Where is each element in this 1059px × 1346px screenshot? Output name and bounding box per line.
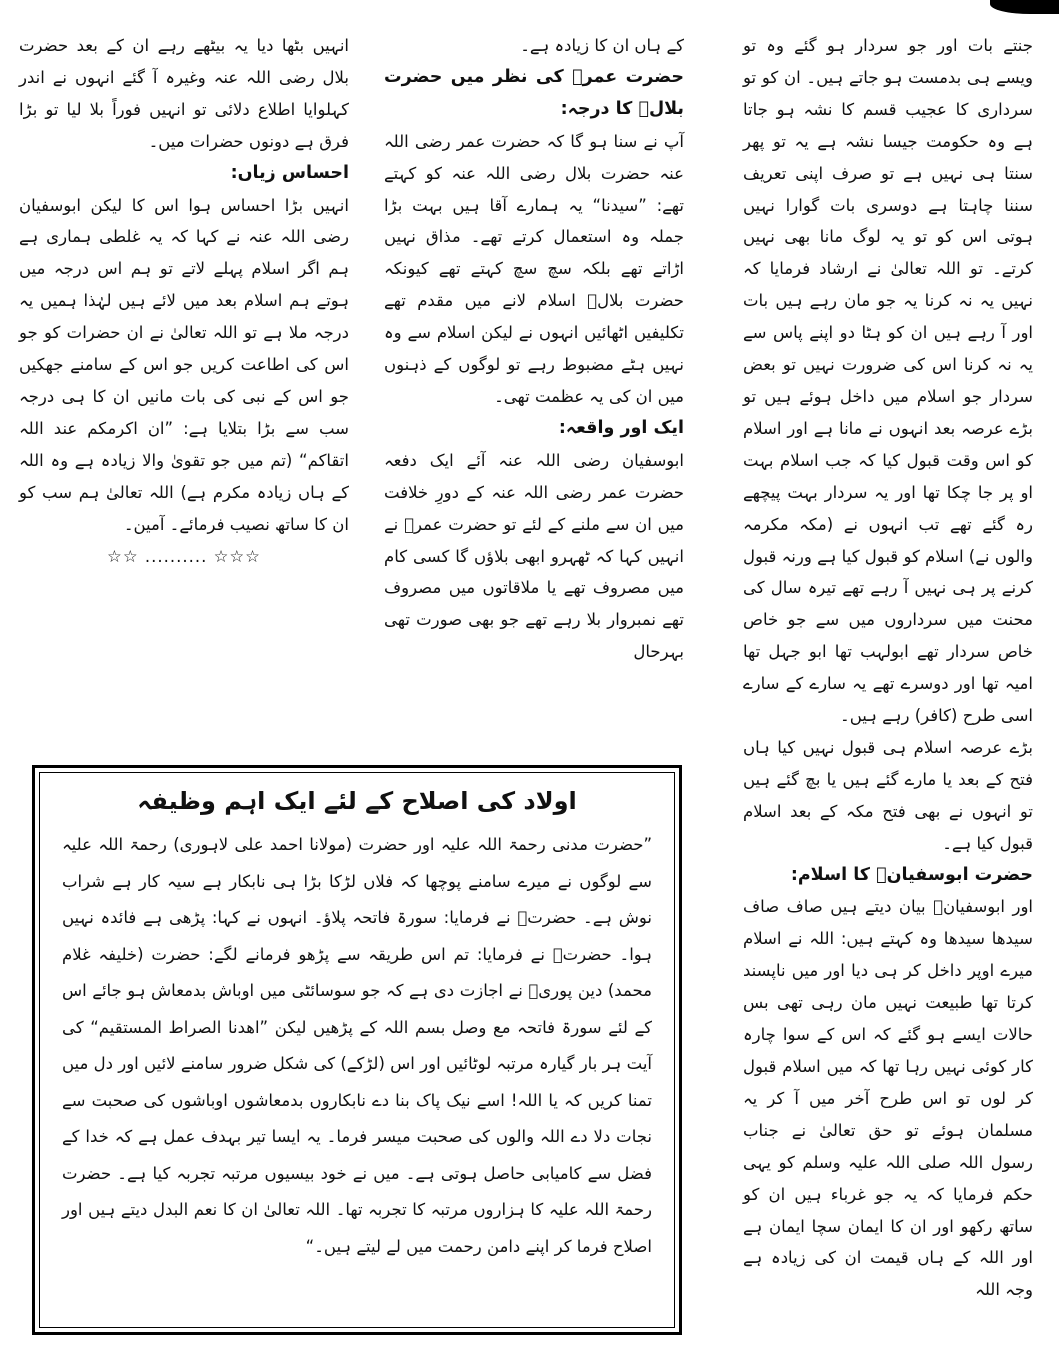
box-body: ”حضرت مدنی رحمۃ اللہ علیہ اور حضرت (مولانا احمد علی لاہوری) رحمۃ اللہ علیہ سے لوگوں نے میرے سامنے پوچھا کہ فلاں لڑکا بڑا ہی نابکار ہے سیہ کار ہے شراب نوش ہے۔ حضرتؒ نے فرمایا: سورۃ فاتحہ پلاؤ۔ انہوں نے کہا: پڑھی ہے فائدہ نہیں ہوا۔ حضرتؒ نے فرمایا: تم اس طریقہ سے پڑھو فرمانے لگے: حضرت (خلیفہ غلام محمد) دین پوریؒ نے اجازت دی ہے کہ جو سوسائٹی میں اوباش بدمعاش ہو جائے اس کے لئے سورۃ فاتحہ مع وصل بسم اللہ کے پڑھیں لیکن ”اھدنا الصراط المستقیم“ کی آیت ہر بار گیارہ مرتبہ لوٹائیں اور اس (لڑکے) کی شکل ضرور سامنے لائیں اور دل میں تمنا کریں کہ یا اللہ! اسے نیک پاک بنا دے نابکاروں بدمعاشوں اوباشوں کی صحبت سے نجات دلا دے اللہ والوں کی صحبت میسر فرما۔ یہ ایسا تیر بہدف عمل ہے کہ خدا کے فضل سے کامیابی حاصل ہوتی ہے۔ میں نے خود بیسیوں مرتبہ تجربہ کیا ہے۔ حضرت رحمۃ اللہ علیہ کا ہزاروں مرتبہ کا تجربہ تھا۔ اللہ تعالیٰ ان کا نعم البدل دیتے ہیں اور اصلاح فرما کر اپنے دامن رحمت میں لے لیتے ہیں۔“ bbox=[62, 835, 652, 1256]
section-heading: حضرت عمرؓ کی نظر میں حضرت بلالؓ کا درجہ: bbox=[384, 66, 684, 119]
box-title: اولاد کی اصلاح کے لئے ایک اہم وظیفہ bbox=[137, 787, 577, 815]
column-left bbox=[19, 30, 349, 750]
paragraph: انہیں بڑا احساس ہوا اس کا لیکن ابوسفیان رضی اللہ عنہ نے کہا کہ یہ غلطی ہماری ہے ہم اگر اسلام پہلے لاتے تو ہم اس درجہ میں ہوتے ہم اسلام بعد میں لائے ہیں لہٰذا ہمیں یہ درجہ ملا ہے تو اللہ تعالیٰ نے ان حضرات کو جو اس کی اطاعت کریں جو اس کے سامنے جھکیں جو اس کے نبی کی بات مانیں ان کا ہی درجہ سب سے بڑا بتلایا ہے: ”ان اکرمکم عند اللہ اتقاکم“ (تم میں جو تقویٰ والا زیادہ ہے وہ اللہ کے ہاں زیادہ مکرم ہے) اللہ تعالیٰ ہم سب کو ان کا ساتھ نصیب فرمائے۔ آمین۔ bbox=[19, 195, 349, 534]
section-heading: احساس زیاں: bbox=[230, 162, 349, 183]
column-right bbox=[743, 30, 1033, 1340]
page-corner-mark bbox=[990, 0, 1059, 14]
wazifa-box bbox=[32, 765, 682, 1335]
section-heading: ایک اور واقعہ: bbox=[558, 417, 684, 438]
paragraph: ابوسفیان رضی اللہ عنہ آئے ایک دفعہ حضرت عمر رضی اللہ عنہ کے دورِ خلافت میں ان سے ملنے کے لئے تو حضرت عمرؓ نے انہیں کہا کہ ٹھہرو ابھی بلاؤں گا کسی کام میں مصروف تھے یا ملاقاتوں میں مصروف تھے نمبروار بلا رہے تھے جو بھی صورت تھی بہرحال bbox=[384, 450, 684, 662]
paragraph: کے ہاں ان کا زیادہ ہے۔ bbox=[520, 36, 684, 55]
wazifa-box-inner bbox=[39, 772, 675, 1328]
paragraph: جنتے بات اور جو سردار ہو گئے وہ تو ویسے ہی بدمست ہو جاتے ہیں۔ ان کو تو سرداری کا عجیب قسم کا نشہ ہو جاتا ہے وہ حکومت جیسا نشہ ہے یہ تو پھر سنتا ہی نہیں ہے تو صرف اپنی تعریف سننا چاہتا ہے دوسری بات گوارا نہیں ہوتی اس کو تو یہ لوگ مانا بھی نہیں کرتے۔ تو اللہ تعالیٰ نے ارشاد فرمایا کہ نہیں یہ نہ کرنا یہ جو مان رہے ہیں بات اور آ رہے ہیں ان کو ہٹا دو اپنے پاس سے یہ نہ کرنا اس کی ضرورت نہیں تو بعض سردار جو اسلام میں داخل ہوئے ہیں تو بڑے عرصہ بعد انہوں نے مانا ہے اور اسلام کو اس وقت قبول کیا کہ جب اسلام بہت او پر جا چکا تھا اور یہ سردار بہت پیچھے رہ گئے تھے تب انہوں نے (مکہ مکرمہ والوں نے) اسلام کو قبول کیا ہے ورنہ قبول کرنے پر ہی نہیں آ رہے تھے تیرہ سال کی محنت میں سرداروں میں سے جو خاص خاص سردار تھے ابولہب تھا ابو جہل تھا امیہ تھا اور دوسرے تھے یہ سارے کے سارے اسی طرح (کافر) رہے ہیں۔ bbox=[743, 36, 1033, 726]
stars-separator: ☆☆ .......... ☆☆☆ bbox=[107, 546, 261, 566]
paragraph: انہیں بٹھا دیا یہ بیٹھے رہے ان کے بعد حضرت بلال رضی اللہ عنہ وغیرہ آ گئے انہوں نے اندر کہلوایا اطلاع دلائی تو انہیں فوراً بلا لیا تو بڑا فرق ہے دونوں حضرات میں۔ bbox=[19, 36, 349, 151]
section-heading: حضرت ابوسفیانؓ کا اسلام: bbox=[790, 864, 1033, 885]
paragraph: بڑے عرصہ اسلام ہی قبول نہیں کیا ہاں فتح کے بعد یا مارے گئے ہیں یا بچ گئے ہیں تو انہوں نے بھی فتح مکہ کے بعد اسلام قبول کیا ہے۔ bbox=[743, 737, 1033, 853]
paragraph: اور ابوسفیانؓ بیان دیتے ہیں صاف صاف سیدھا سیدھا وہ کہتے ہیں: اللہ نے اسلام میرے اوپر داخل کر ہی دیا اور میں ناپسند کرتا تھا طبیعت نہیں مان رہی تھی بس حالات ایسے ہو گئے کہ اس کے سوا چارہ کار کوئی نہیں رہا تھا کہ میں اسلام قبول کر لوں تو اس طرح آخر میں آ کر یہ مسلمان ہوئے تو حق تعالیٰ نے جناب رسول اللہ صلی اللہ علیہ وسلم کو یہی حکم فرمایا کہ یہ جو غرباء ہیں ان کو ساتھ رکھو اور ان کا ایمان سچا ایمان ہے اور اللہ کے ہاں قیمت ان کی زیادہ ہے وجہ اللہ bbox=[743, 897, 1033, 1300]
paragraph: آپ نے سنا ہو گا کہ حضرت عمر رضی اللہ عنہ حضرت بلال رضی اللہ عنہ کو کہتے تھے: ”سیدنا“ یہ ہمارے آقا ہیں بہت بڑا جملہ وہ استعمال کرتے تھے۔ مذاق نہیں اڑاتے تھے بلکہ سچ سچ کہتے تھے کیونکہ حضرت بلالؓ اسلام لانے میں مقدم تھے تکلیفیں اٹھائیں انہوں نے لیکن اسلام سے وہ نہیں ہٹے مضبوط رہے تو لوگوں کے ذہنوں میں ان کی یہ عظمت تھی۔ bbox=[384, 131, 684, 406]
column-middle bbox=[384, 30, 684, 750]
